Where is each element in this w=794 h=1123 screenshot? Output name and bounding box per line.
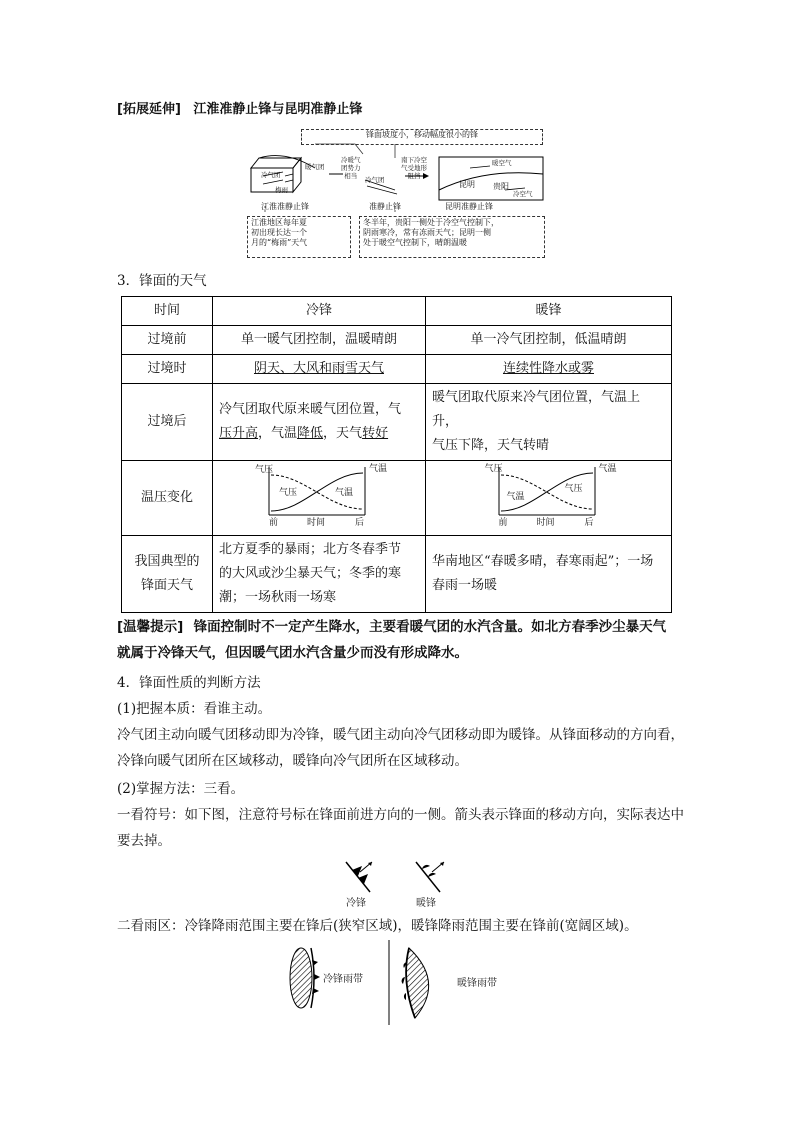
row-label: 温压变化 [122, 461, 213, 536]
section4-p4: 一看符号：如下图，注意符号标在锋面前进方向的一侧。箭头表示锋面的移动方向，实际表达中要去掉。 [117, 807, 684, 849]
cold-curve-label-2: 气温 [335, 488, 354, 498]
table-row [122, 384, 672, 461]
guiyang-label: 贵阳 [493, 182, 509, 191]
cold-air-label: 冷空气 [513, 190, 533, 198]
extension-title: 江淮准静止锋与昆明准静止锋 [193, 102, 363, 117]
stationary-front-diagram [245, 128, 547, 263]
x-label-after: 后 [355, 518, 365, 528]
row-label: 我国典型的 锋面天气 [122, 536, 213, 613]
mid-cold-mass: 冷气团 [365, 176, 385, 184]
warm-rain-belt-label: 暖锋雨带 [457, 978, 497, 989]
cell-warm-chart [426, 461, 672, 536]
table-row [122, 461, 672, 536]
cold-right-axis: 气温 [369, 464, 388, 474]
mid-right-text: 南下冷空 气受地形 阻挡 [401, 156, 427, 180]
cold-front-symbol [340, 858, 380, 909]
diagram-top-note: 锋面坡度小，移动幅度很小的锋 [301, 129, 543, 145]
caption-stationary: 准静止锋 [369, 202, 401, 211]
section4-heading: 4．锋面性质的判断方法 [117, 675, 261, 691]
cell-warm: 单一冷气团控制，低温晴朗 [426, 326, 672, 355]
extension-tag: [拓展延伸] [117, 102, 181, 117]
cold-curve-label-1: 气压 [279, 488, 298, 498]
x-label-time: 时间 [536, 518, 555, 528]
left-warm-mass-label: 暖气团 [305, 163, 325, 171]
warm-left-axis: 气压 [484, 464, 503, 474]
x-label-after: 后 [584, 518, 594, 528]
warm-curve-label-1: 气温 [506, 492, 525, 502]
row-label: 过境前 [122, 326, 213, 355]
cell-warm: 华南地区“春暖多晴，春寒雨起”；一场 春雨一场暖 [426, 536, 672, 613]
row-label: 过境后 [122, 384, 213, 461]
x-label-before: 前 [269, 518, 279, 528]
row-label: 过境时 [122, 355, 213, 384]
left-cold-mass-label: 冷气团 [261, 171, 281, 179]
tip-tag: [温馨提示] [117, 619, 184, 635]
rain-belt-diagram [285, 940, 515, 1025]
warm-front-symbol [410, 858, 450, 909]
cell-cold-chart [213, 461, 426, 536]
section4-p1: (1)把握本质：看谁主动。 [117, 701, 272, 717]
note-left: 江淮地区每年夏 初出现长达一个 月的“梅雨”天气 [247, 216, 351, 258]
front-weather-table [121, 296, 672, 613]
cold-rain-belt-label: 冷锋雨带 [323, 974, 363, 985]
cold-front-pressure-temp-chart [249, 463, 389, 533]
warm-front-pressure-temp-chart [479, 463, 619, 533]
table-row [122, 536, 672, 613]
cell-cold: 单一暖气团控制，温暖晴朗 [213, 326, 426, 355]
cell-warm: 连续性降水或雾 [426, 355, 672, 384]
section3-heading: 3．锋面的天气 [117, 273, 207, 289]
mid-left-text: 冷暖气 团势力 相当 [341, 156, 361, 180]
cell-cold: 北方夏季的暴雨；北方冬春季节 的大风或沙尘暴天气；冬季的寒 潮；一场秋雨一场寒 [213, 536, 426, 613]
caption-jianghuai: 江淮准静止锋 [261, 202, 309, 211]
warm-curve-label-2: 气压 [564, 484, 583, 494]
section4-p5: 二看雨区：冷锋降雨范围主要在锋后(狭窄区域)，暖锋降雨范围主要在锋前(宽阔区域)。 [117, 918, 638, 934]
table-row [122, 326, 672, 355]
caption-kunming: 昆明准静止锋 [445, 202, 493, 211]
x-label-time: 时间 [307, 518, 326, 528]
note-right: 冬半年，贵阳一侧处于冷空气控制下， 阴雨寒冷，常有冻雨天气；昆明一侧 处于暖空气控制下，晴朗温暖 [359, 216, 545, 258]
header-cold-front: 冷锋 [213, 297, 426, 326]
table-header-row [122, 297, 672, 326]
kunming-label: 昆明 [459, 180, 475, 189]
extension-heading [117, 98, 362, 117]
cell-cold: 冷气团取代原来暖气团位置，气 压升高，气温降低，天气转好 [213, 384, 426, 461]
warm-front-label: 暖锋 [416, 898, 436, 909]
cell-warm: 暖气团取代原来冷气团位置，气温上升， 气压下降，天气转晴 [426, 384, 672, 461]
meiyu-label: 梅雨 [275, 186, 288, 194]
section4-p3: (2)掌握方法：三看。 [117, 781, 245, 797]
header-warm-front: 暖锋 [426, 297, 672, 326]
warm-right-axis: 气温 [598, 464, 617, 474]
x-label-before: 前 [498, 518, 508, 528]
tip-paragraph: [温馨提示] 锋面控制时不一定产生降水，主要看暖气团的水汽含量。如北方春季沙尘暴天气 就属于冷锋天气，但因暖气团水汽含量少而没有形成降水。 [117, 619, 667, 661]
warm-air-label: 暖空气 [492, 159, 512, 167]
cold-front-label: 冷锋 [346, 898, 366, 909]
cell-cold: 阴天、大风和雨雪天气 [213, 355, 426, 384]
table-row [122, 355, 672, 384]
cold-left-axis: 气压 [255, 465, 274, 475]
section4-p2: 冷气团主动向暖气团移动即为冷锋，暖气团主动向冷气团移动即为暖锋。从锋面移动的方向看，冷锋向暖气团所在区域移动，暖锋向冷气团所在区域移动。 [117, 727, 684, 769]
header-time: 时间 [122, 297, 213, 326]
